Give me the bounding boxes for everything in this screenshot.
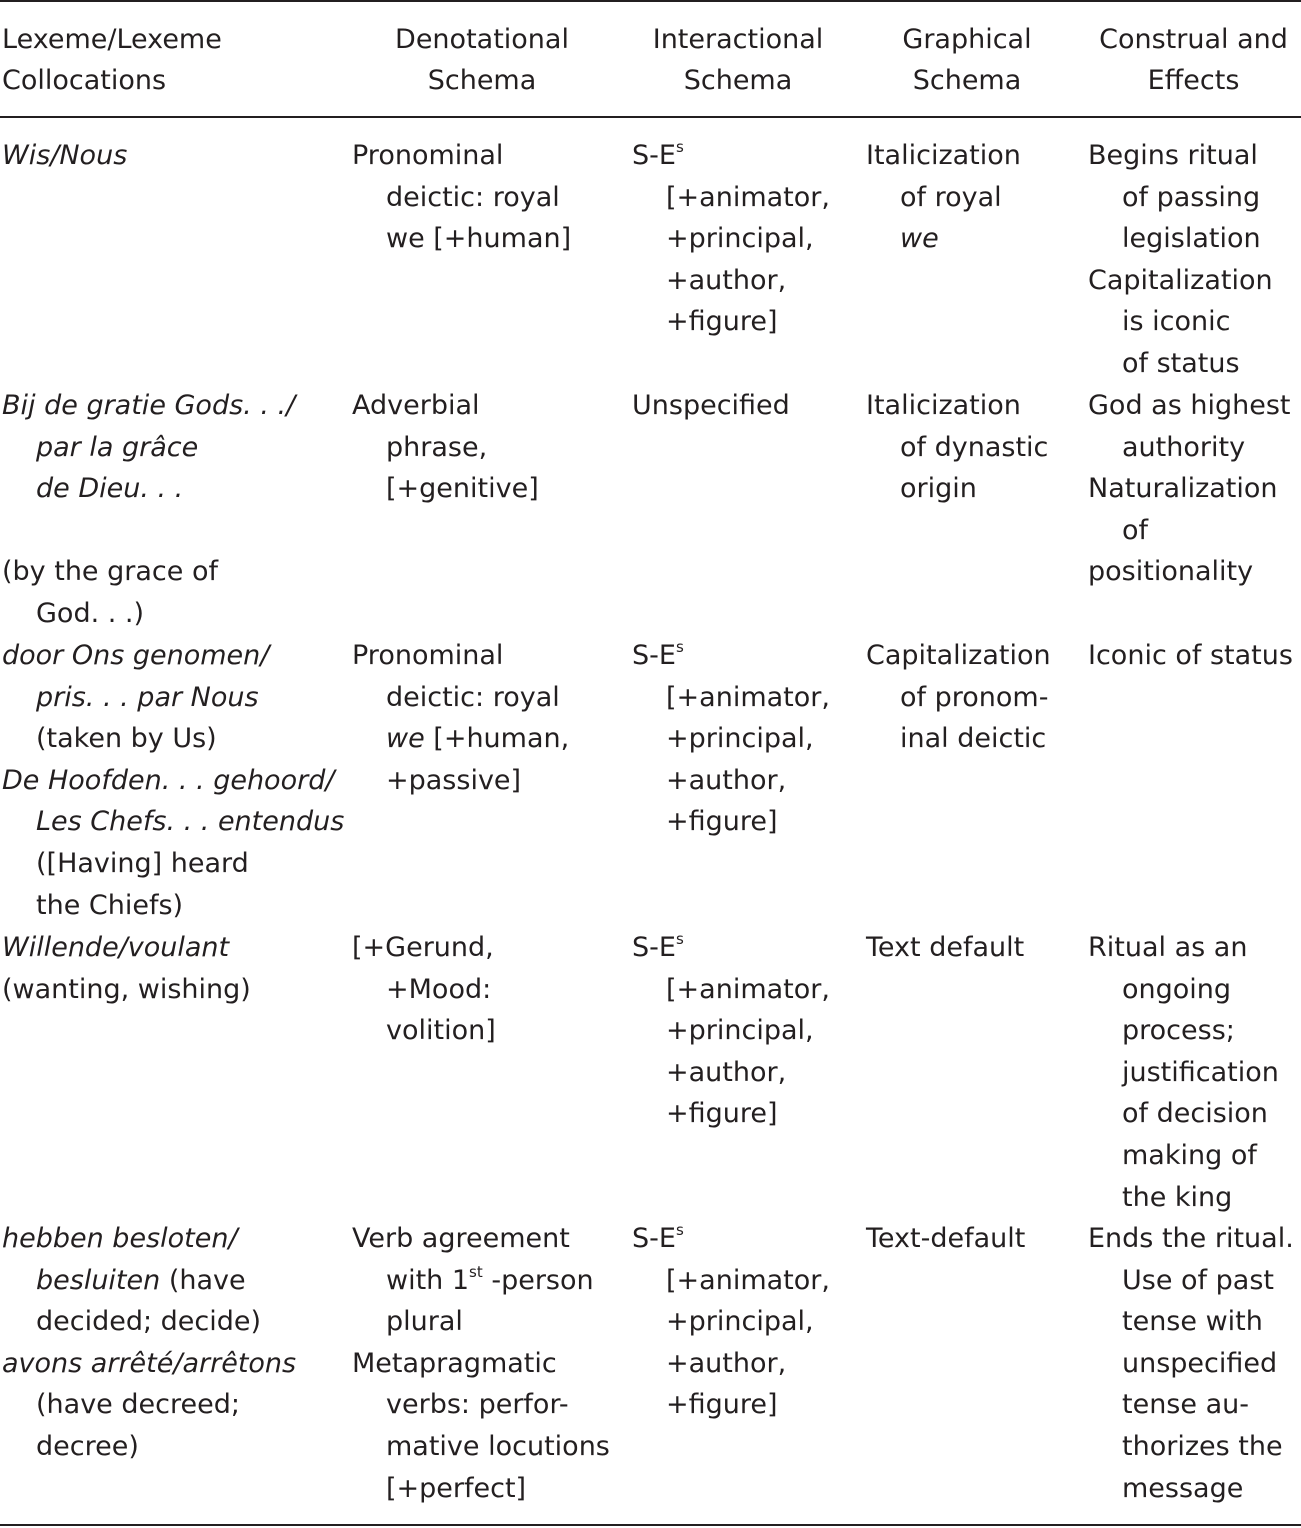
top-rule (0, 0, 1301, 2)
cell-graphical: Capitalization of pronom- inal deictic (866, 640, 1051, 755)
cell-graphical: Italicization of dynastic origin (866, 390, 1049, 505)
cell-lexeme: Bij de gratie Gods. . ./ par la grâce de Dieu. . . (by the grace of God. . .) (2, 390, 296, 629)
cell-denotational: Pronominal deictic: royal we [+human, +passive] (352, 640, 570, 796)
cell-interactional: Unspecified (632, 390, 790, 421)
cell-lexeme: Willende/voulant (wanting, wishing) (2, 932, 251, 1005)
cell-interactional: $S-E^s$ [+animator, +principal, +author, +figure] (632, 638, 830, 838)
cell-lexeme: Wis/Nous (2, 140, 128, 171)
cell-graphical: Italicization of royal we (866, 140, 1021, 255)
header-denotational: Denotational Schema (395, 24, 569, 96)
cell-denotational: Adverbial phrase, [+genitive] (352, 390, 539, 505)
cell-lexeme: hebben besloten/ besluiten (have decided; decide) avons arrêté/arrêtons (have decreed; decree) (2, 1223, 297, 1462)
cell-denotational: Pronominal deictic: royal we [+human] (352, 140, 572, 255)
header-rule (0, 116, 1301, 118)
header-interactional: Interactional Schema (652, 24, 824, 96)
cell-construal: Ends the ritual. Use of past tense with unspecified tense au- thorizes the message (1088, 1223, 1294, 1504)
cell-denotational: [+Gerund, +Mood: volition] (352, 932, 496, 1047)
cell-denotational: Verb agreement with 1st -person plural Metapragmatic verbs: perfor- mative locutions [+perfect] (352, 1223, 610, 1504)
cell-construal: God as highest authority Naturalization of positionality (1088, 390, 1291, 588)
cell-interactional: $S-E^s$ [+animator, +principal, +author, +figure] (632, 138, 830, 338)
header-graphical: Graphical Schema (902, 24, 1032, 96)
cell-graphical: Text default (866, 932, 1025, 963)
cell-interactional: $S-E^s$ [+animator, +principal, +author, +figure] (632, 1221, 830, 1421)
header-lexeme: Lexeme/Lexeme Collocations (2, 24, 222, 96)
cell-construal: Iconic of status (1088, 640, 1293, 671)
cell-interactional: $S-E^s$ [+animator, +principal, +author, +figure] (632, 930, 830, 1130)
cell-construal: Begins ritual of passing legislation Capitalization is iconic of status (1088, 140, 1273, 379)
cell-lexeme: door Ons genomen/ pris. . . par Nous (taken by Us) De Hoofden. . . gehoord/ Les Chefs. . . entendus ([Having] heard the Chiefs) (2, 640, 345, 921)
cell-construal: Ritual as an ongoing process; justification of decision making of the king (1088, 932, 1279, 1213)
header-construal: Construal and Effects (1099, 24, 1288, 96)
cell-graphical: Text-default (866, 1223, 1026, 1254)
bottom-rule (0, 1524, 1301, 1526)
